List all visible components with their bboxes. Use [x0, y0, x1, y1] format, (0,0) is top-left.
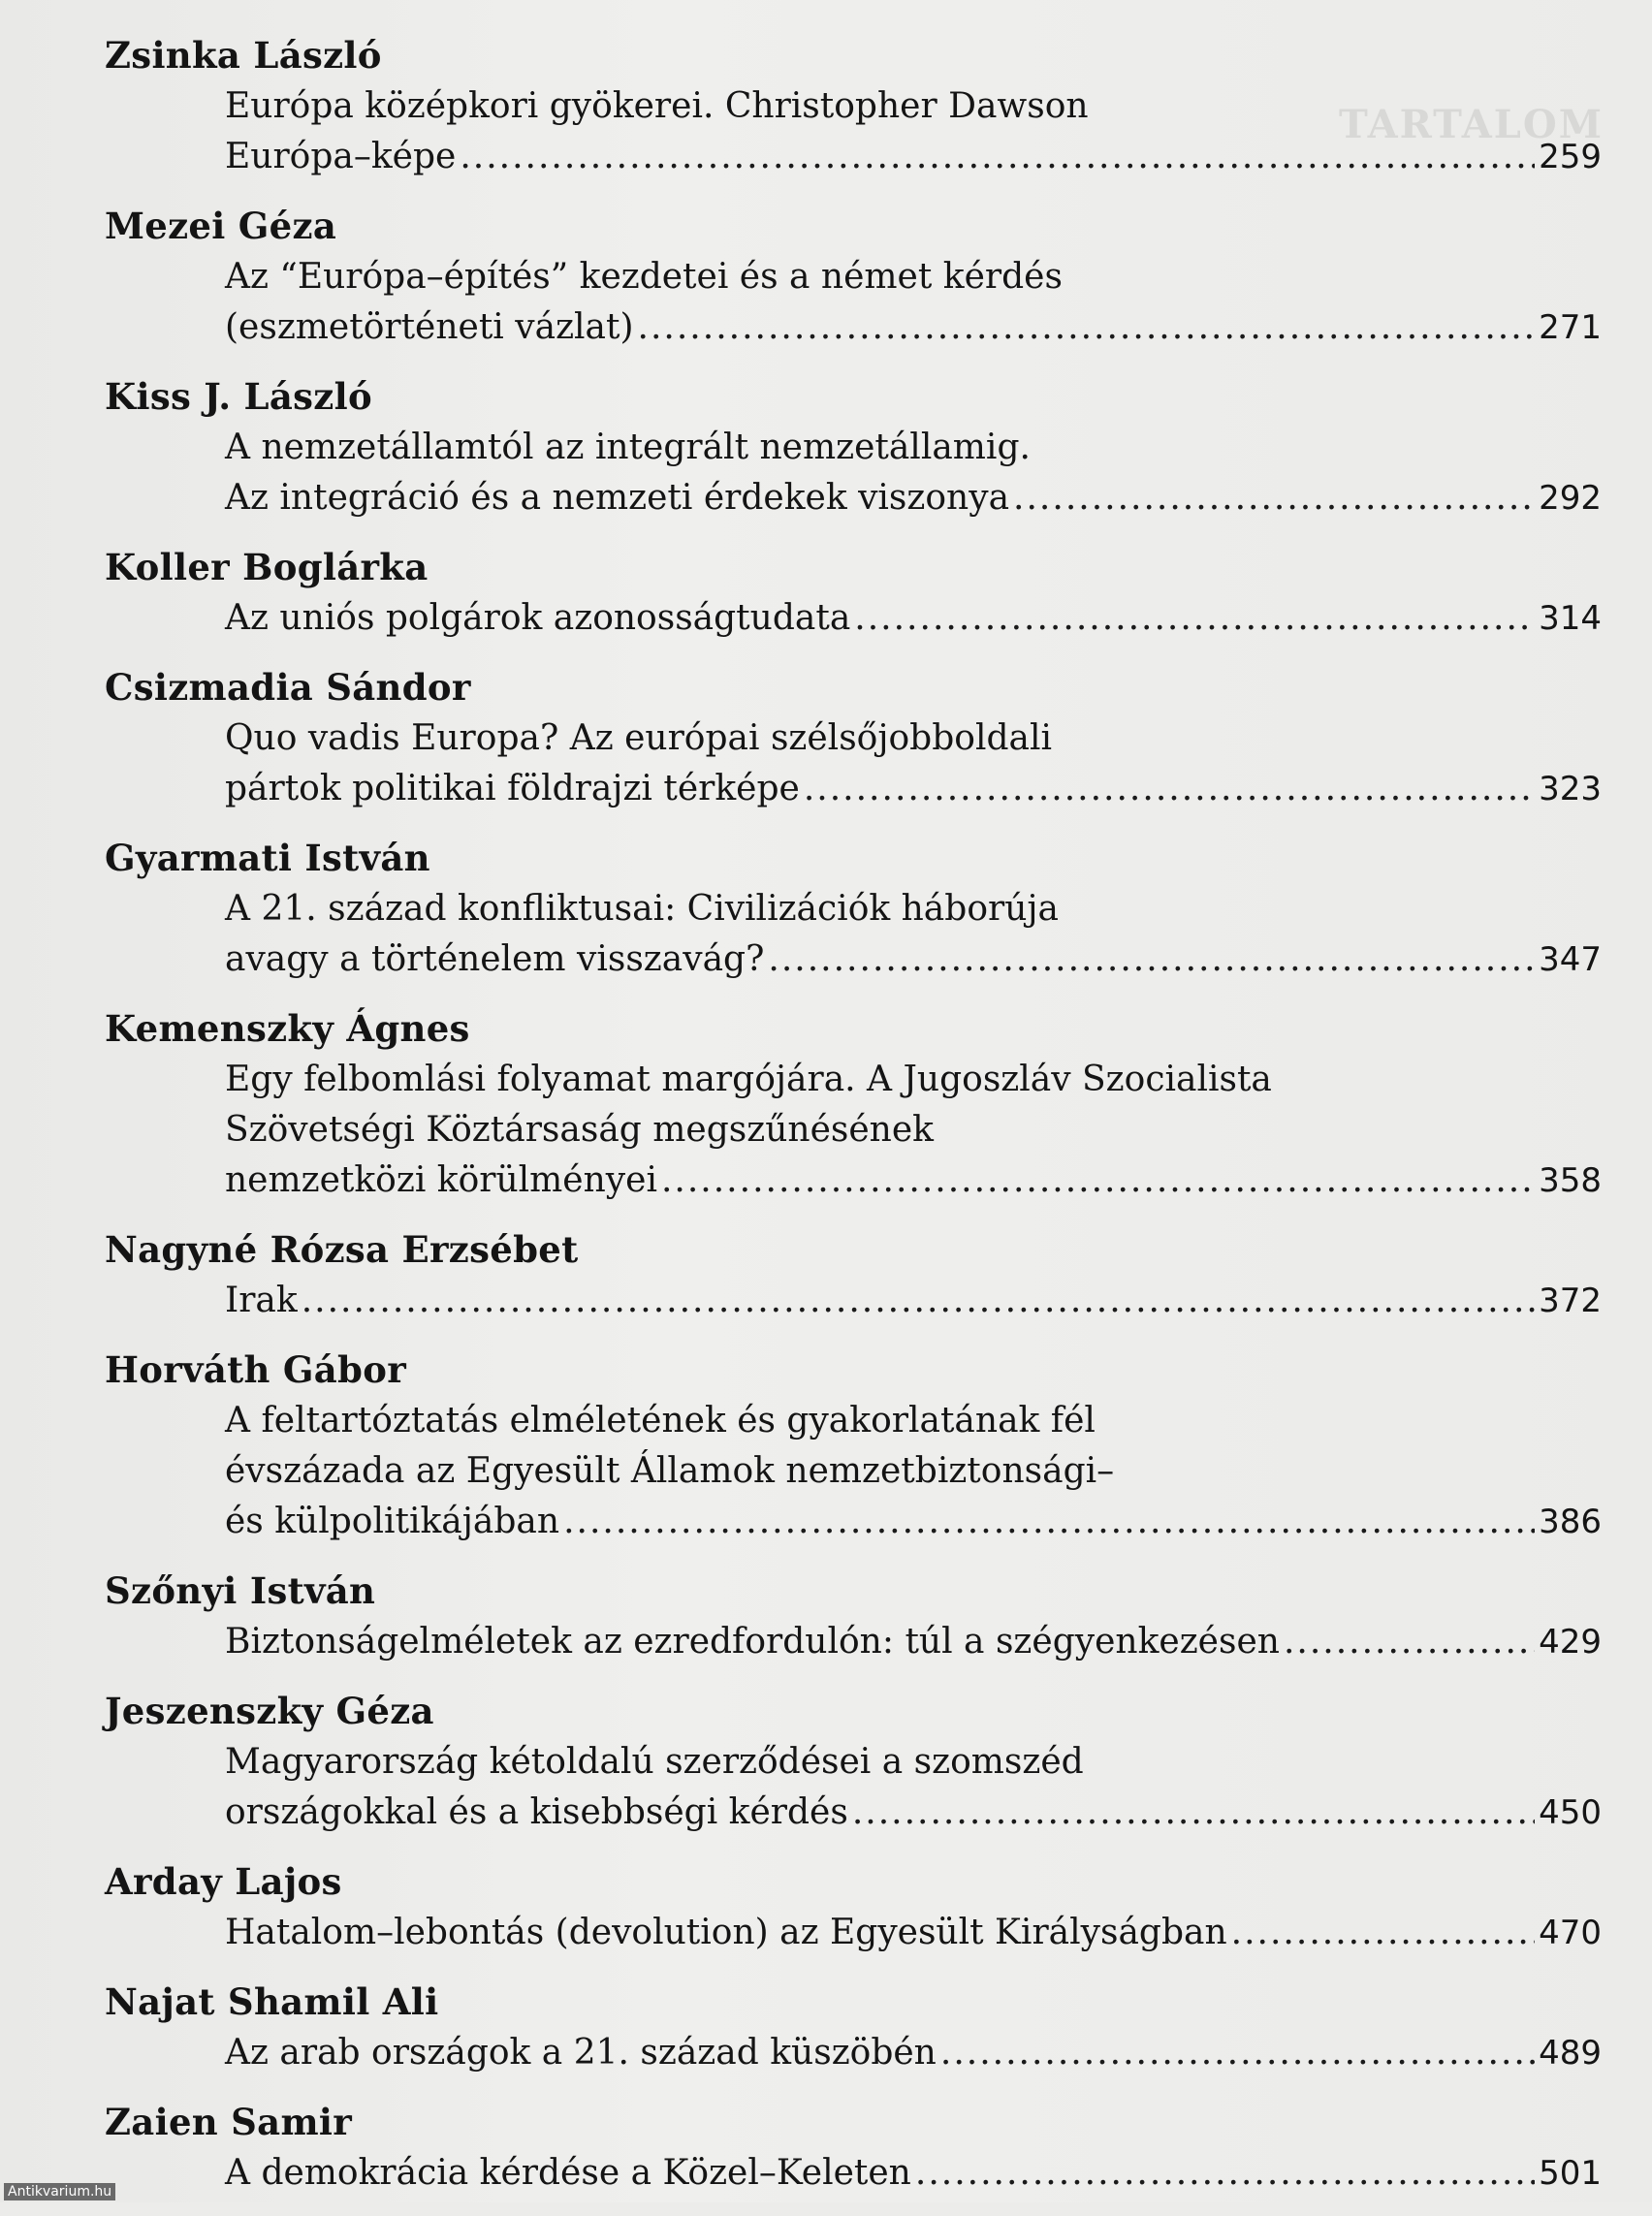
- page-number: 470: [1539, 1914, 1602, 1952]
- entry-title: [225, 1276, 1602, 1326]
- entry-title: [225, 1908, 1602, 1958]
- title-line: Magyarország kétoldalú szerződései a szomszéd: [225, 1742, 1084, 1782]
- title-line: A demokrácia kérdése a Közel–Keleten: [225, 2153, 911, 2193]
- entry-author: Nagyné Rózsa Erzsébet: [105, 1228, 579, 1271]
- toc-entry: [105, 1565, 1617, 1667]
- page-number: 429: [1539, 1623, 1602, 1662]
- dot-leader: [854, 593, 1535, 644]
- entry-author: Koller Boglárka: [105, 546, 429, 588]
- entry-author: Mezei Géza: [105, 205, 337, 247]
- toc-entry: [105, 1344, 1617, 1547]
- toc-entry: [105, 2096, 1617, 2199]
- title-line: Irak: [225, 1281, 298, 1320]
- title-line: Szövetségi Köztársaság megszűnésének: [225, 1110, 934, 1150]
- page-number: 271: [1539, 308, 1602, 347]
- entry-author: Szőnyi István: [105, 1569, 376, 1612]
- title-line: Hatalom–lebontás (devolution) az Egyesült Királyságban: [225, 1913, 1227, 1952]
- title-line: Európa–képe: [225, 137, 457, 176]
- title-line: pártok politikai földrajzi térképe: [225, 769, 800, 808]
- table-of-contents: [105, 29, 1617, 2216]
- toc-entry: [105, 832, 1617, 985]
- entry-title: [225, 593, 1602, 644]
- toc-entry: [105, 29, 1617, 182]
- entry-title: [225, 884, 1602, 985]
- watermark: Antikvarium.hu: [4, 2183, 115, 2200]
- title-line: nemzetközi körülményei: [225, 1160, 657, 1200]
- title-last-line: [225, 2028, 1602, 2078]
- toc-entry: [105, 1685, 1617, 1838]
- title-line: A feltartóztatás elméletének és gyakorlatának fél: [225, 1401, 1096, 1440]
- title-line: avagy a történelem visszavág?: [225, 939, 765, 979]
- entry-title: [225, 1055, 1602, 1206]
- dot-leader: [804, 764, 1535, 814]
- dot-leader: [460, 132, 1535, 182]
- toc-entry: [105, 200, 1617, 353]
- page-number: 347: [1539, 940, 1602, 979]
- dot-leader: [638, 302, 1536, 353]
- title-last-line: [225, 764, 1602, 814]
- page-number: 450: [1539, 1793, 1602, 1832]
- entry-title: [225, 1396, 1602, 1547]
- entry-author: Horváth Gábor: [105, 1348, 406, 1391]
- title-last-line: [225, 1497, 1602, 1547]
- entry-author: Csizmadia Sándor: [105, 666, 471, 709]
- title-last-line: [225, 302, 1602, 353]
- title-last-line: [225, 934, 1602, 985]
- dot-leader: [1013, 473, 1535, 523]
- title-line: A 21. század konfliktusai: Civilizációk háborúja: [225, 889, 1060, 929]
- entry-author: Zaien Samir: [105, 2101, 353, 2143]
- title-line: Quo vadis Europa? Az európai szélsőjobboldali: [225, 718, 1052, 758]
- dot-leader: [1231, 1908, 1535, 1958]
- toc-entry: [105, 1002, 1617, 1206]
- title-line: (eszmetörténeti vázlat): [225, 307, 634, 347]
- show-through-heading: TARTALOM: [1338, 102, 1604, 147]
- entry-title: [225, 713, 1602, 814]
- page-number: 489: [1539, 2034, 1602, 2073]
- entry-title: [225, 2028, 1602, 2078]
- page-number: 314: [1539, 599, 1602, 638]
- dot-leader: [563, 1497, 1535, 1547]
- title-last-line: [225, 132, 1602, 182]
- entry-author: Kiss J. László: [105, 375, 372, 418]
- title-line: Európa középkori gyökerei. Christopher Dawson: [225, 86, 1089, 126]
- page-number: 259: [1539, 138, 1602, 176]
- title-last-line: [225, 1155, 1602, 1206]
- title-line: A nemzetállamtól az integrált nemzetállamig.: [225, 427, 1031, 467]
- title-line: Az integráció és a nemzeti érdekek viszonya: [225, 478, 1010, 518]
- toc-entry: [105, 661, 1617, 814]
- dot-leader: [768, 934, 1535, 985]
- toc-entry: [105, 370, 1617, 523]
- entry-title: [225, 1737, 1602, 1838]
- entry-author: Kemenszky Ágnes: [105, 1007, 470, 1050]
- entry-title: [225, 81, 1602, 182]
- entry-title: [225, 2148, 1602, 2199]
- title-last-line: [225, 1276, 1602, 1326]
- title-line: és külpolitikájában: [225, 1502, 560, 1541]
- page-number: 323: [1539, 770, 1602, 808]
- title-line: Az arab országok a 21. század küszöbén: [225, 2033, 937, 2073]
- page-number: 358: [1539, 1161, 1602, 1200]
- title-line: Egy felbomlási folyamat margójára. A Jugoszláv Szocialista: [225, 1060, 1272, 1099]
- entry-title: [225, 423, 1602, 523]
- title-line: évszázada az Egyesült Államok nemzetbiztonsági–: [225, 1451, 1115, 1491]
- toc-entry: [105, 1976, 1617, 2078]
- title-last-line: [225, 1908, 1602, 1958]
- toc-entry: [105, 1855, 1617, 1958]
- entry-author: Jeszenszky Géza: [105, 1690, 434, 1732]
- entry-author: Zsinka László: [105, 34, 382, 77]
- title-line: Az “Európa–építés” kezdetei és a német kérdés: [225, 257, 1063, 297]
- entry-author: Gyarmati István: [105, 837, 430, 879]
- page-number: 292: [1539, 479, 1602, 518]
- dot-leader: [302, 1276, 1535, 1326]
- entry-title: [225, 252, 1602, 353]
- page-number: 372: [1539, 1282, 1602, 1320]
- title-line: Biztonságelméletek az ezredfordulón: túl a szégyenkezésen: [225, 1622, 1280, 1662]
- title-last-line: [225, 473, 1602, 523]
- title-last-line: [225, 1617, 1602, 1667]
- entry-title: [225, 1617, 1602, 1667]
- dot-leader: [915, 2148, 1535, 2199]
- title-line: országokkal és a kisebbségi kérdés: [225, 1792, 848, 1832]
- title-last-line: [225, 2148, 1602, 2199]
- entry-author: Najat Shamil Ali: [105, 1980, 439, 2023]
- toc-entry: [105, 1223, 1617, 1326]
- entry-author: Arday Lajos: [105, 1860, 342, 1903]
- dot-leader: [661, 1155, 1535, 1206]
- dot-leader: [1284, 1617, 1535, 1667]
- title-last-line: [225, 593, 1602, 644]
- dot-leader: [940, 2028, 1535, 2078]
- title-last-line: [225, 1788, 1602, 1838]
- page-number: 386: [1539, 1503, 1602, 1541]
- toc-entry: [105, 541, 1617, 644]
- page-number: 501: [1539, 2154, 1602, 2193]
- dot-leader: [852, 1788, 1535, 1838]
- title-line: Az uniós polgárok azonosságtudata: [225, 598, 851, 638]
